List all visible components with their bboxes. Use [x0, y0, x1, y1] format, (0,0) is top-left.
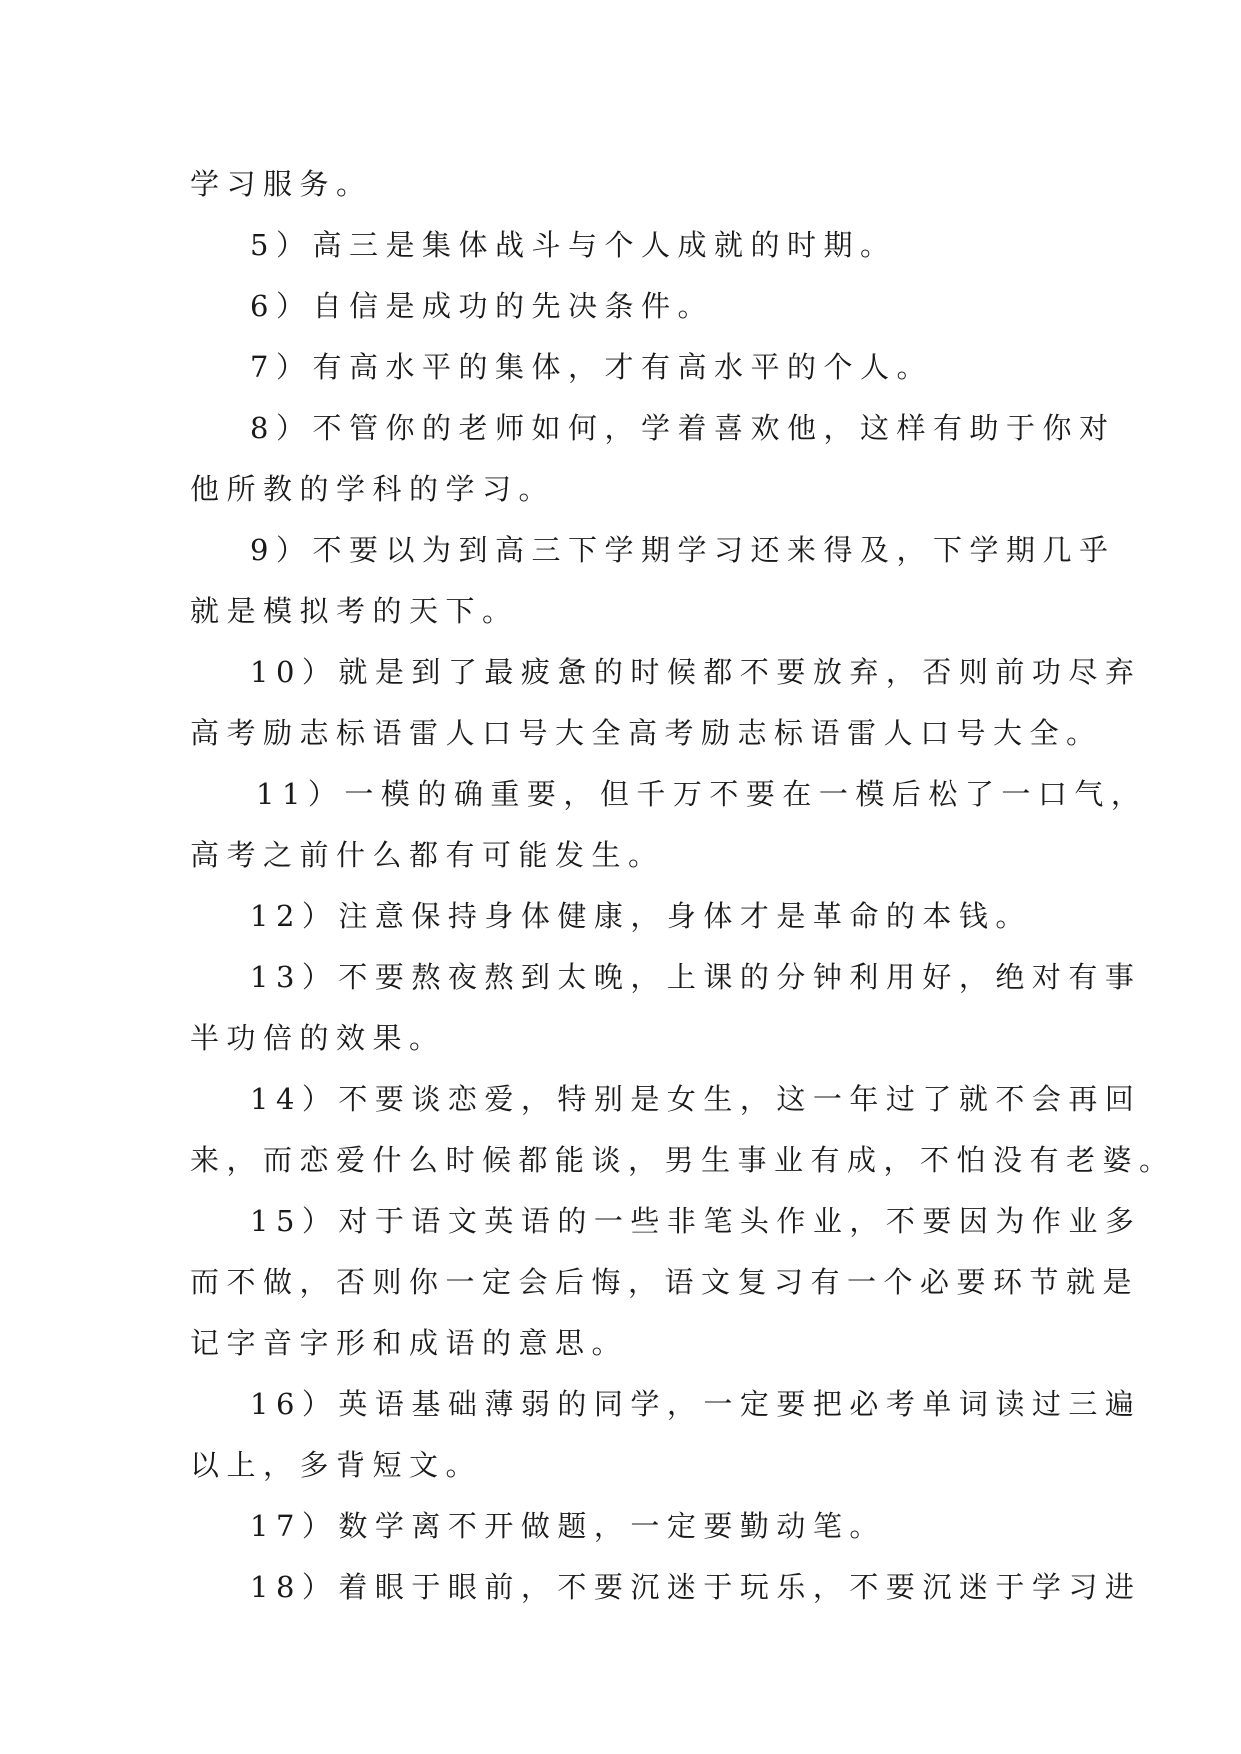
text-line: 18）着眼于眼前，不要沉迷于玩乐，不要沉迷于学习进	[250, 1570, 1142, 1604]
text-line: 16）英语基础薄弱的同学，一定要把必考单词读过三遍	[250, 1387, 1142, 1421]
document-body	[190, 154, 1176, 1618]
text-line: 半功倍的效果。	[190, 1021, 446, 1055]
text-line: 8）不管你的老师如何，学着喜欢他，这样有助于你对	[250, 411, 1116, 445]
text-line: 学习服务。	[190, 167, 373, 201]
text-line: 6）自信是成功的先决条件。	[250, 289, 714, 323]
text-line: 5）高三是集体战斗与个人成就的时期。	[250, 228, 897, 262]
text-line: 高考之前什么都有可能发生。	[190, 838, 665, 872]
text-line: 14）不要谈恋爱，特别是女生，这一年过了就不会再回	[250, 1082, 1142, 1116]
text-line: 7）有高水平的集体，才有高水平的个人。	[250, 350, 933, 384]
text-line: 就是模拟考的天下。	[190, 594, 519, 628]
text-line: 9）不要以为到高三下学期学习还来得及，下学期几乎	[250, 533, 1116, 567]
text-line: 17）数学离不开做题，一定要勤动笔。	[250, 1509, 886, 1543]
text-line: 高考励志标语雷人口号大全高考励志标语雷人口号大全。	[190, 716, 1103, 750]
text-line: 来，而恋爱什么时候都能谈，男生事业有成，不怕没有老婆。	[190, 1143, 1176, 1177]
text-line: 记字音字形和成语的意思。	[190, 1326, 629, 1360]
text-line: 12）注意保持身体健康，身体才是革命的本钱。	[250, 899, 1032, 933]
text-line: 15）对于语文英语的一些非笔头作业，不要因为作业多	[250, 1204, 1142, 1238]
text-line: 他所教的学科的学习。	[190, 472, 556, 506]
text-line: 13）不要熬夜熬到太晚，上课的分钟利用好，绝对有事	[250, 960, 1142, 994]
text-line: 而不做，否则你一定会后悔，语文复习有一个必要环节就是	[190, 1265, 1140, 1299]
text-line: 以上，多背短文。	[190, 1448, 483, 1482]
text-line: 10）就是到了最疲惫的时候都不要放弃，否则前功尽弃	[250, 655, 1142, 689]
text-line: 11）一模的确重要，但千万不要在一模后松了一口气，	[256, 777, 1148, 811]
